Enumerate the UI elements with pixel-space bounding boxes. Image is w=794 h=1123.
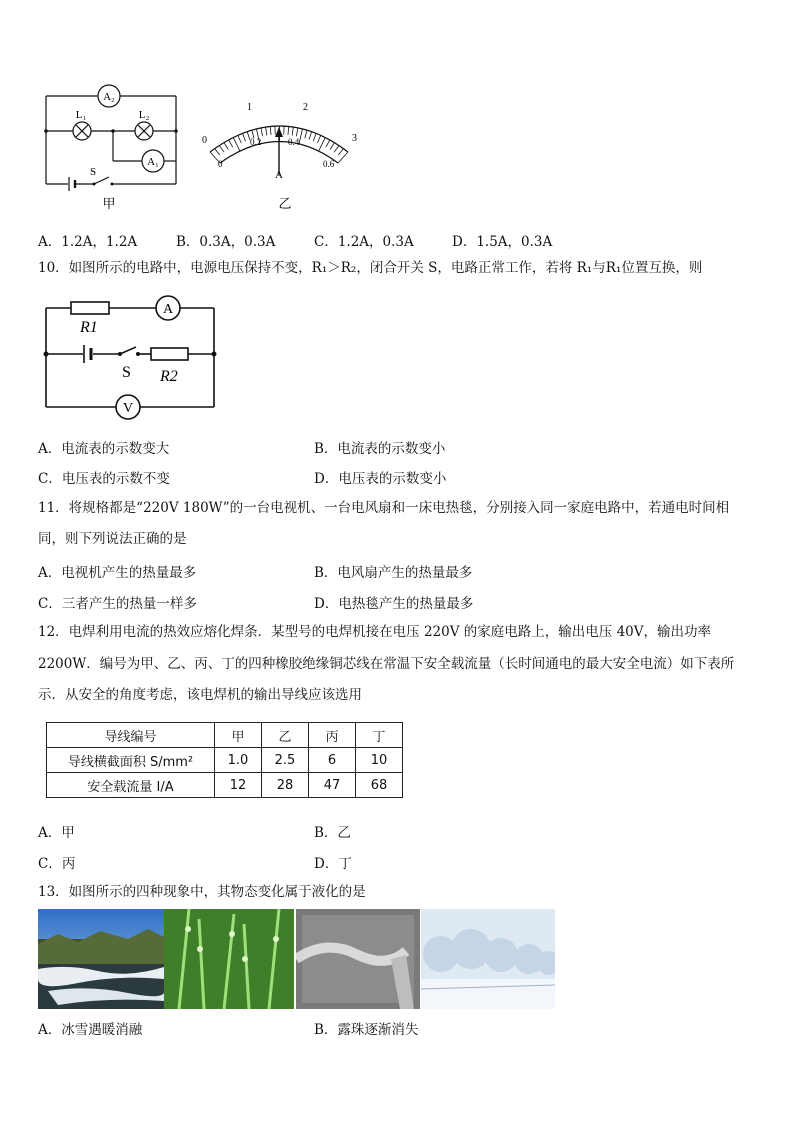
q11-option-d[interactable]: D．电热毯产生的热量最多: [314, 596, 474, 612]
resistor-r1-label: R1: [80, 319, 98, 336]
dial-tick: [326, 140, 330, 147]
dial-tick: [292, 127, 293, 135]
table-cell: 10: [356, 748, 403, 773]
q11-option-b[interactable]: B．电风扇产生的热量最多: [314, 565, 473, 581]
dial-upper-2: 2: [303, 102, 308, 113]
table-cell: 乙: [262, 723, 309, 748]
table-cell: 丙: [309, 723, 356, 748]
table-cell: 1.0: [215, 748, 262, 773]
lamp-l1-label: L₁: [75, 109, 87, 121]
q12-option-c[interactable]: C．丙: [38, 856, 76, 872]
q9-option-a[interactable]: A．1.2A，1.2A: [38, 234, 138, 250]
wire-spec-table: [46, 722, 403, 798]
q12-option-a[interactable]: A．甲: [38, 825, 75, 841]
q9-option-d[interactable]: D．1.5A，0.3A: [452, 234, 553, 250]
table-cell: 2.5: [262, 748, 309, 773]
dial-tick: [261, 128, 262, 136]
figure-caption-jia: 甲: [102, 196, 116, 211]
resistor-r2-label: R2: [160, 368, 178, 385]
dial-unit-label: A: [275, 169, 283, 181]
dial-lower-04: 0.4: [288, 137, 300, 147]
melting-ice-photo: [38, 909, 164, 1009]
q9-option-c[interactable]: C．1.2A，0.3A: [314, 234, 414, 250]
dial-tick: [296, 128, 297, 136]
table-row: [47, 748, 403, 773]
dial-tick: [266, 127, 267, 135]
dial-tick: [338, 149, 343, 155]
switch-s-label: S: [89, 166, 97, 178]
dial-upper-0: 0: [202, 135, 207, 146]
q13-stem: 13．如图所示的四种现象中，其物态变化属于液化的是: [38, 884, 366, 900]
table-cell: 丁: [356, 723, 403, 748]
dial-lower-0: 0: [218, 159, 223, 169]
q12-stem-line2: 2200W．编号为甲、乙、丙、丁的四种橡胶绝缘铜芯线在常温下安全载流量（长时间通电的最大安全电流）如下表所: [38, 656, 735, 672]
dew-grass-photo: [164, 909, 294, 1009]
table-cell: 28: [262, 773, 309, 798]
dial-upper-1: 1: [247, 102, 252, 113]
dial-tick: [317, 135, 320, 143]
table-cell: 导线编号: [47, 723, 215, 748]
table-cell: 6: [309, 748, 356, 773]
circuit-diagram-q10: [38, 290, 223, 425]
dial-tick: [313, 133, 316, 141]
dial-tick: [219, 146, 224, 153]
q11-option-a[interactable]: A．电视机产生的热量最多: [38, 565, 197, 581]
dial-tick: [233, 138, 240, 152]
q12-stem-line3: 示．从安全的角度考虑，该电焊机的输出导线应该选用: [38, 687, 362, 703]
table-header-row: [47, 723, 403, 748]
dial-lower-06: 0.6: [323, 159, 335, 169]
steam-photo: [296, 909, 420, 1009]
dial-upper-3: 3: [352, 133, 357, 144]
voltmeter-label: V: [122, 401, 134, 416]
dial-tick: [299, 129, 302, 144]
q10-option-d[interactable]: D．电压表的示数变小: [314, 471, 447, 487]
ammeter-label: A: [162, 302, 174, 317]
dial-tick: [334, 146, 339, 153]
q11-option-c[interactable]: C．三者产生的热量一样多: [38, 596, 197, 612]
ammeter-a2-label: A₂: [103, 91, 115, 103]
q10-option-c[interactable]: C．电压表的示数不变: [38, 471, 170, 487]
ammeter-dial-yi: [190, 95, 370, 215]
table-cell: 12: [215, 773, 262, 798]
table-row: [47, 773, 403, 798]
dial-tick: [243, 133, 246, 141]
figure-caption-yi: 乙: [278, 196, 292, 211]
q9-option-b[interactable]: B．0.3A，0.3A: [176, 234, 276, 250]
dial-tick: [270, 126, 271, 134]
switch-s-label: S: [122, 364, 131, 381]
q12-stem-line1: 12．电焊利用电流的热效应熔化焊条．某型号的电焊机接在电压 220V 的家庭电路上，输出电压 40V，输出功率: [38, 624, 711, 640]
dial-tick: [238, 135, 241, 143]
q13-option-b[interactable]: B．露珠逐渐消失: [314, 1022, 419, 1038]
lamp-l2-label: L₂: [138, 109, 150, 121]
rime-trees-photo: [421, 909, 555, 1009]
ammeter-a1-label: A₁: [147, 156, 159, 168]
table-cell: 导线横截面积 S/mm²: [47, 748, 215, 773]
q12-option-b[interactable]: B．乙: [314, 825, 351, 841]
table-cell: 安全载流量 I/A: [47, 773, 215, 798]
dial-tick: [229, 140, 233, 147]
table-cell: 47: [309, 773, 356, 798]
dial-tick: [305, 130, 307, 138]
dial-tick: [288, 126, 289, 134]
dial-lower-02: 0.2: [250, 137, 262, 147]
q10-option-b[interactable]: B．电流表的示数变小: [314, 441, 446, 457]
q12-option-d[interactable]: D．丁: [314, 856, 352, 872]
q10-stem: 10．如图所示的电路中，电源电压保持不变，R₁＞R₂，闭合开关 S，电路正常工作，若将 R₁与R₁位置互换，则: [38, 260, 703, 276]
dial-tick: [215, 149, 220, 155]
circuit-diagram-jia: [36, 84, 186, 214]
dial-tick: [319, 138, 326, 152]
dial-tick: [309, 132, 312, 140]
q10-option-a[interactable]: A．电流表的示数变大: [38, 441, 170, 457]
table-cell: 甲: [215, 723, 262, 748]
table-cell: 68: [356, 773, 403, 798]
dial-tick: [224, 143, 228, 150]
dial-tick: [330, 143, 334, 150]
q11-stem-line1: 11．将规格都是“220V 180W”的一台电视机、一台电风扇和一床电热毯，分别接入同一家庭电路中，若通电时间相: [38, 500, 730, 516]
q13-option-a[interactable]: A．冰雪遇暖消融: [38, 1022, 143, 1038]
q11-stem-line2: 同，则下列说法正确的是: [38, 531, 187, 547]
